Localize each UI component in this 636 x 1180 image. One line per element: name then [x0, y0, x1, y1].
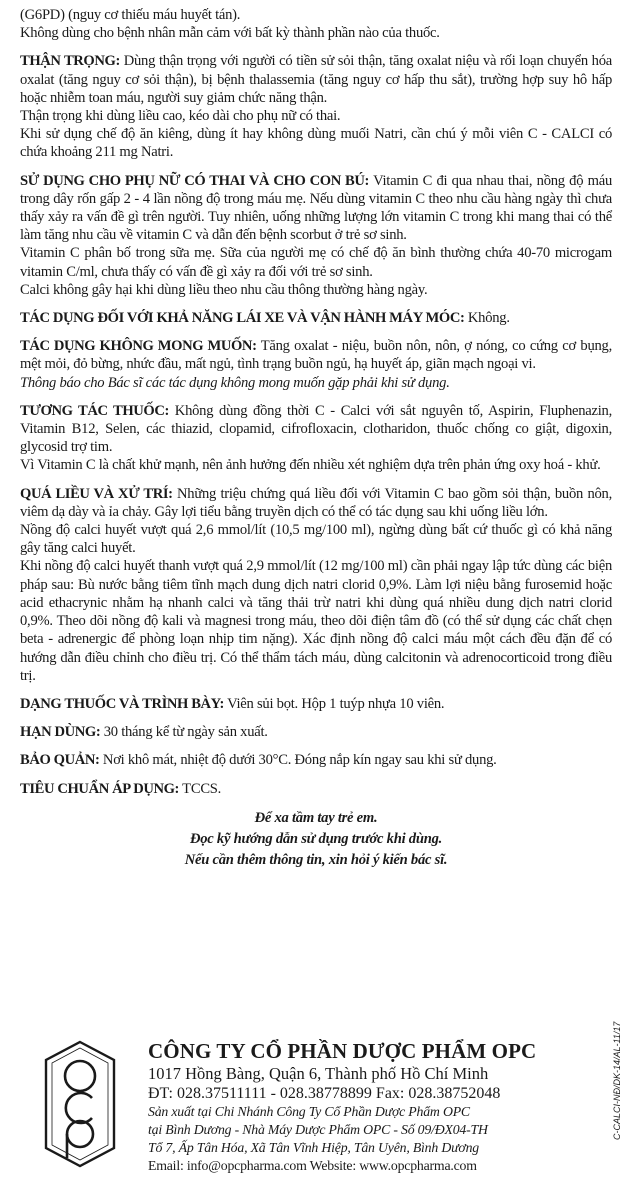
company-name: CÔNG TY CỔ PHẦN DƯỢC PHẨM OPC — [148, 1039, 537, 1063]
driving-heading: TÁC DỤNG ĐỐI VỚI KHẢ NĂNG LÁI XE VÀ VẬN HÀNH MÁY MÓC: — [20, 310, 465, 327]
overdose-heading: QUÁ LIỀU VÀ XỬ TRÍ: — [20, 485, 173, 502]
precautions-sodium-note: Khi sử dụng chế độ ăn kiêng, dùng ít hay không dùng muối Natri, cần chú ý mỗi viên C - CALCI có chứa khoảng 211 mg Natri. — [20, 126, 612, 161]
dosage-form-text: Viên sủi bọt. Hộp 1 tuýp nhựa 10 viên. — [223, 695, 445, 712]
precautions-pregnancy-note: Thận trọng khi dùng liều cao, kéo dài cho phụ nữ có thai. — [20, 108, 341, 125]
shelf-life-heading: HẠN DÙNG: — [20, 724, 101, 741]
shelf-life-section — [20, 723, 612, 741]
storage-text: Nơi khô mát, nhiệt độ dưới 30°C. Đóng nắp kín ngay sau khi sử dụng. — [99, 752, 497, 769]
intro-line-1: (G6PD) (nguy cơ thiếu máu huyết tán). — [20, 7, 241, 23]
factory-line-2: tại Bình Dương - Nhà Máy Dược Phẩm OPC - Số 09/ĐX04-TH — [148, 1122, 488, 1137]
warning-line: Nếu cần thêm thông tin, xin hỏi ý kiến bác sĩ. — [184, 851, 448, 868]
standard-text: TCCS. — [179, 780, 222, 797]
leaflet-text — [20, 6, 612, 871]
company-contact: Email: info@opcpharma.com Website: www.opcpharma.com — [148, 1158, 477, 1173]
precautions-text: Dùng thận trọng với người có tiền sử sỏi thận, tăng oxalat niệu và rối loạn chuyển hóa oxalat (tăng nguy cơ sỏi thận), bị bệnh thalassemia (tăng nguy cơ hấp thu sắt), trường hợp suy hô hấp hoặc nhiễm toan máu, người suy giảm chức năng thận. — [20, 53, 612, 106]
dosage-form-section — [20, 695, 612, 713]
factory-line-3: Tổ 7, Ấp Tân Hóa, Xã Tân Vĩnh Hiệp, Tân Uyên, Bình Dương — [148, 1140, 479, 1155]
side-effects-section — [20, 337, 612, 392]
overdose-section — [20, 485, 612, 685]
side-effects-text: Tăng oxalat - niệu, buồn nôn, nôn, ợ nóng, co cứng cơ bụng, mệt mỏi, đỏ bừng, nhức đầu, mất ngủ, tình trạng buồn ngủ, hạ huyết áp, giãn mạch ngoại vi. — [20, 338, 612, 373]
breastfeeding-text: Vitamin C phân bố trong sữa mẹ. Sữa của người mẹ có chế độ ăn bình thường chứa 40-70 microgam vitamin C/ml, chưa thấy có vấn đề gì xảy ra đối với trẻ sơ sinh. — [20, 245, 612, 280]
overdose-treatment: Khi nồng độ calci huyết thanh vượt quá 2,9 mmol/lít (12 mg/100 ml) cần phải ngay lập tức dùng các biện pháp sau: Bù nước bằng tiêm tĩnh mạch dung dịch natri clorid 0,9%. Làm lợi niệu bằng furosemid hoặc acid ethacrynic nhằm hạ nhanh calci và tăng thải trừ natri khi dùng quá nhiều dung dịch natri clorid 0,9%. Theo dõi nồng độ kali và magnesi trong máu, theo dõi điện tâm đồ (có thể sử dụng các chất chẹn beta - adrenergic để phòng loạn nhịp tim nặng). Xác định nồng độ calci máu một cách đều đặn để có hướng dẫn điều chỉnh cho điều trị. Có thể thẩm tách máu, dùng calcitonin và adrenocorticoid trong điều trị. — [20, 558, 612, 684]
opc-logo-icon — [44, 1040, 116, 1168]
pregnancy-heading: SỬ DỤNG CHO PHỤ NỮ CÓ THAI VÀ CHO CON BÚ: — [20, 172, 369, 189]
warnings-block — [20, 808, 612, 871]
overdose-calcium-note: Nồng độ calci huyết vượt quá 2,6 mmol/lít (10,5 mg/100 ml), ngừng dùng bất cứ thuốc gì có khả năng gây tăng calci huyết. — [20, 522, 612, 557]
company-footer — [0, 1038, 636, 1180]
calci-note: Calci không gây hại khi dùng liều theo nhu cầu thông thường hàng ngày. — [20, 281, 428, 298]
dosage-form-heading: DẠNG THUỐC VÀ TRÌNH BÀY: — [20, 695, 224, 712]
interactions-text: Không dùng đồng thời C - Calci với sắt nguyên tố, Aspirin, Fluphenazin, Vitamin B12, Selen, các thiazid, clopamid, cifrofloxacin, clotharidon, thuốc chống co giật, digoxin, glycosid trợ tim. — [20, 402, 612, 456]
interactions-lab-note: Vì Vitamin C là chất khử mạnh, nên ảnh hưởng đến nhiều xét nghiệm dựa trên phản ứng oxy hoá - khử. — [20, 457, 601, 474]
interactions-section — [20, 402, 612, 475]
warning-line: Đọc kỹ hướng dẫn sử dụng trước khi dùng. — [189, 830, 443, 847]
precautions-heading: THẬN TRỌNG: — [20, 53, 120, 70]
warning-line: Để xa tầm tay trẻ em. — [254, 809, 378, 826]
pregnancy-section — [20, 172, 612, 299]
storage-section — [20, 751, 612, 769]
precautions-section — [20, 52, 612, 161]
company-phones: ĐT: 028.37511111 - 028.38778899 Fax: 028.38752048 — [148, 1085, 501, 1102]
side-effects-heading: TÁC DỤNG KHÔNG MONG MUỐN: — [20, 338, 257, 355]
company-info — [148, 1038, 598, 1175]
standard-section — [20, 780, 612, 798]
driving-section — [20, 309, 612, 327]
storage-heading: BẢO QUẢN: — [20, 752, 100, 769]
standard-heading: TIÊU CHUẨN ÁP DỤNG: — [20, 780, 180, 797]
document-code-text: C-CALCI-NĐ/DK-14/AL-11/17 — [612, 1021, 622, 1140]
factory-line-1: Sản xuất tại Chi Nhánh Công Ty Cổ Phần Dược Phẩm OPC — [148, 1104, 470, 1119]
pregnancy-text: Vitamin C đi qua nhau thai, nồng độ máu trong dây rốn gấp 2 - 4 lần nồng độ trong máu mẹ. Nếu dùng vitamin C theo nhu cầu hàng ngày thì chưa thấy xảy ra vấn đề gì trên người. Tuy nhiên, uống những lượng lớn vitamin C trong khi mang thai có thể làm tăng nhu cầu về vitamin C và dẫn đến bệnh scorbut ở trẻ sơ sinh. — [20, 172, 612, 244]
intro-line-2: Không dùng cho bệnh nhân mẫn cảm với bất kỳ thành phần nào của thuốc. — [20, 25, 440, 42]
shelf-life-text: 30 tháng kể từ ngày sản xuất. — [100, 724, 268, 741]
company-address: 1017 Hồng Bàng, Quận 6, Thành phố Hồ Chí Minh — [148, 1064, 489, 1083]
side-effects-notice: Thông báo cho Bác sĩ các tác dụng không mong muốn gặp phải khi sử dụng. — [20, 374, 450, 391]
driving-text: Không. — [464, 310, 510, 327]
overdose-text: Những triệu chứng quá liều đối với Vitamin C bao gồm sỏi thận, buồn nôn, viêm dạ dày và ỉa chảy. Gây lợi tiểu bằng truyền dịch có thể có tác dụng sau khi uống liều lớn. — [20, 485, 612, 520]
interactions-heading: TƯƠNG TÁC THUỐC: — [20, 402, 169, 419]
